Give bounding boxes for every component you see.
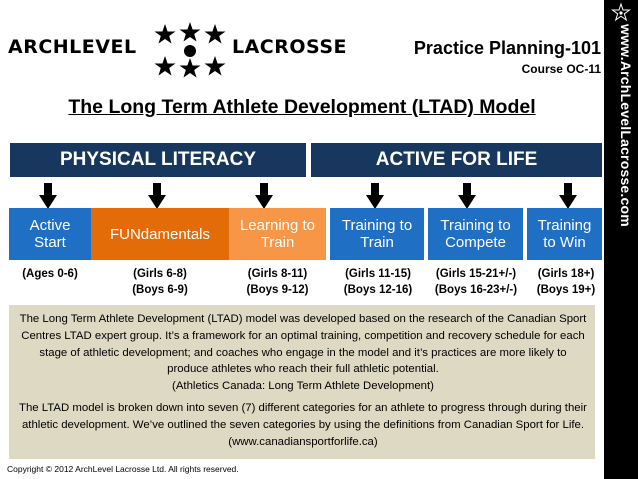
ages-training-to-win: (Girls 18+) (Boys 19+) (536, 268, 596, 296)
stage-training-to-train: Training to Train (330, 208, 424, 260)
ages-learning-to-train: (Girls 8-11) (Boys 9-12) (246, 268, 309, 296)
practice-planning-title: Practice Planning-101 (413, 38, 601, 58)
sidebar-stars-icon (610, 2, 632, 24)
down-arrow-icon (458, 183, 476, 209)
archlevel-lacrosse-logo (8, 22, 353, 82)
ltad-description-paragraph: The Long Term Athlete Development (LTAD) model was developed based on the research of the Canadian Sport Centres LTAD expert group. It’s a framework for an optimal training, competition and recovery schedule for each stage of athletic development; and coaches who engage in the model and it’s practices are more likely to produce athletes who reach their full athletic potential. (Athletics Canada: Long Term Athlete Development) (19, 313, 587, 393)
copyright-notice: Copyright © 2012 ArchLevel Lacrosse Ltd. All rights reserved. (7, 464, 239, 474)
ltad-categories-paragraph: The LTAD model is broken down into seven (7) different categories for an athlete to progress through during their athletic development. We’ve outlined the seven categories by using the definitions from Canadian Sport for Life. (www.canadiansportforlife.ca) (19, 402, 587, 448)
ages-training-to-train: (Girls 11-15) (Boys 12-16) (343, 268, 413, 296)
ltad-source-citation: (Athletics Canada: Long Term Athlete Development) (172, 380, 434, 393)
page-title: The Long Term Athlete Development (LTAD) Model (68, 96, 536, 118)
stage-training-to-compete: Training to Compete (428, 208, 523, 260)
down-arrow-icon (366, 183, 384, 209)
down-arrow-icon (559, 183, 577, 209)
down-arrow-icon (39, 183, 57, 209)
down-arrow-icon (148, 183, 166, 209)
logo-right-text: LACROSSE (232, 36, 348, 58)
physical-literacy-banner: PHYSICAL LITERACY (10, 143, 306, 177)
stage-training-to-win: Training to Win (527, 208, 602, 260)
stage-fundamentals: FUNdamentals (91, 208, 229, 260)
ages-fundamentals: (Girls 6-8) (Boys 6-9) (132, 268, 188, 296)
ltad-description-box (9, 305, 595, 459)
logo-stars-icon (153, 22, 228, 80)
ages-active-start: (Ages 0-6) (22, 268, 78, 280)
ages-training-to-compete: (Girls 15-21+/-) (Boys 16-23+/-) (434, 268, 518, 296)
course-code: Course OC-11 (521, 62, 601, 76)
active-for-life-banner: ACTIVE FOR LIFE (311, 143, 602, 177)
right-sidebar (604, 0, 638, 479)
down-arrow-icon (255, 183, 273, 209)
stage-active-start: Active Start (9, 208, 91, 260)
stage-learning-to-train: Learning to Train (229, 208, 326, 260)
website-url: www.ArchLevelLacrosse.com (618, 24, 634, 227)
logo-left-text: ARCHLEVEL (8, 36, 137, 58)
